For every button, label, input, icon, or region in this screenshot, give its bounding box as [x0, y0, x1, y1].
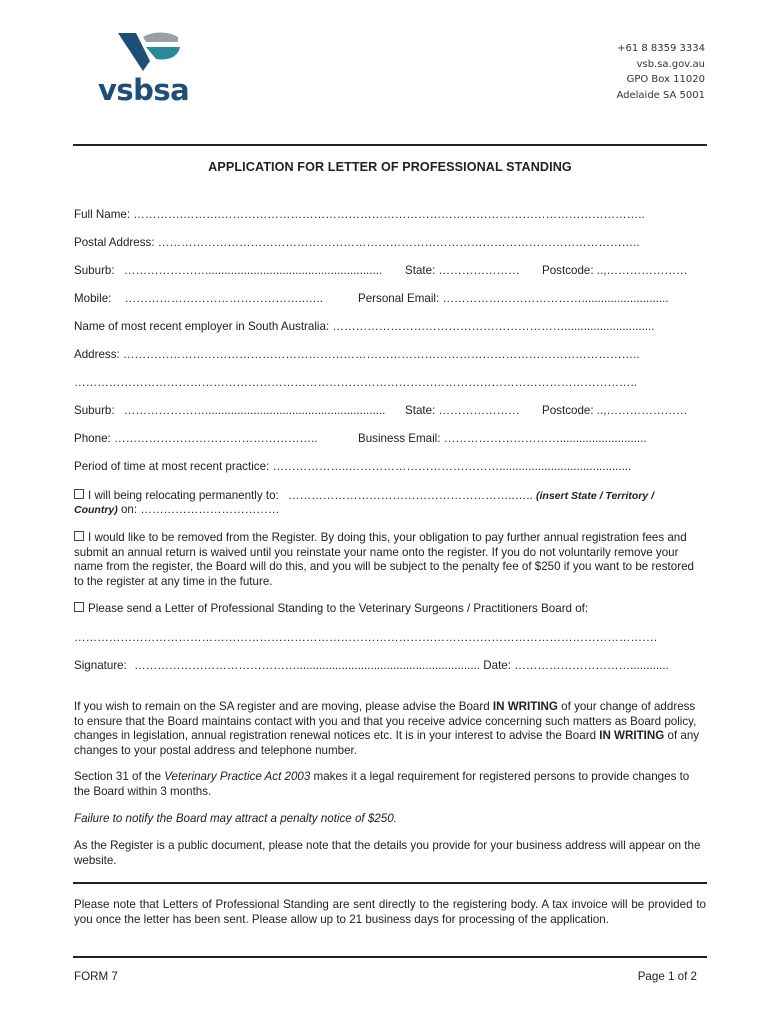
on-label: on: — [120, 503, 138, 516]
personal-email-field[interactable]: ………………………………........................... — [442, 292, 669, 305]
processing-note: Please note that Letters of Professional Standing are sent directly to the registering body. A tax invoice will be provided to you once the letter has been sent. Please allow up to 21 business days for processing of the application. — [74, 898, 706, 926]
signature-label: Signature: — [74, 659, 127, 672]
suburb2-field[interactable]: …………………........................................................ — [123, 404, 386, 417]
notice-emphasis-1: IN WRITING — [492, 700, 558, 713]
postcode-row — [542, 264, 688, 277]
state-field[interactable]: ………………… — [438, 264, 520, 277]
contact-phone: +61 8 8359 3334 — [617, 43, 705, 54]
employer-field[interactable]: ……………………………………………………............................ — [332, 320, 655, 333]
phone-label: Phone: — [74, 432, 111, 445]
full-name-label: Full Name: — [74, 208, 131, 221]
postcode2-label: Postcode: — [542, 404, 594, 417]
mobile-field[interactable]: ………………………………………..….. — [124, 292, 323, 305]
relocating-row-2 — [74, 503, 279, 516]
relocating-field[interactable]: …………………………………………………..….. — [288, 489, 533, 502]
mobile-label: Mobile: — [74, 292, 112, 305]
suburb-field[interactable]: …………………....................................................... — [123, 264, 383, 277]
suburb-label: Suburb: — [74, 264, 115, 277]
suburb-label-row — [74, 264, 382, 277]
phone-row — [74, 432, 318, 445]
postal-address-field[interactable]: …………………………………………………………………………………………………………….. — [157, 236, 640, 249]
bottom-divider — [73, 956, 707, 958]
section-text-b: makes it a legal requirement for registered persons to provide changes to the Board within 3 months. — [74, 770, 690, 798]
date-field[interactable]: …………………………............ — [514, 659, 669, 672]
notice-in-writing — [74, 700, 706, 758]
postcode2-field[interactable]: ..,………………… — [596, 404, 688, 417]
business-email-label: Business Email: — [358, 432, 441, 445]
penalty-note: Failure to notify the Board may attract a penalty notice of $250. — [74, 812, 397, 825]
business-email-field[interactable]: …………………………........................... — [443, 432, 647, 445]
relocating-checkbox[interactable] — [74, 489, 84, 499]
postal-address-row — [74, 236, 640, 249]
suburb2-label: Suburb: — [74, 404, 115, 417]
mobile-row — [74, 292, 323, 305]
notice-text-a: If you wish to remain on the SA register and are moving, please advise the Board — [74, 700, 493, 713]
signature-field[interactable]: ……………………………………......................................................... — [134, 659, 481, 672]
business-email-row — [358, 432, 647, 445]
relocating-row — [74, 489, 654, 502]
phone-field[interactable]: …………………………………………….. — [113, 432, 318, 445]
personal-email-label: Personal Email: — [358, 292, 440, 305]
date-label: Date: — [483, 659, 511, 672]
top-divider — [73, 144, 707, 146]
employer-label: Name of most recent employer in South Australia: — [74, 320, 330, 333]
remove-register-option — [74, 531, 706, 589]
page-title: APPLICATION FOR LETTER OF PROFESSIONAL STANDING — [208, 160, 572, 174]
remove-register-checkbox[interactable] — [74, 531, 84, 541]
employer-row — [74, 320, 655, 333]
public-register-note: As the Register is a public document, please note that the details you provide for your business address will appear on the website. — [74, 839, 701, 867]
send-letter-checkbox[interactable] — [74, 602, 84, 612]
full-name-field[interactable]: ………….……….……………………………………………………………………………………………….. — [133, 208, 645, 221]
country-hint: Country) — [74, 504, 118, 516]
period-label: Period of time at most recent practice: — [74, 460, 270, 473]
notice-text-c: of any changes to your postal address and telephone number. — [74, 729, 700, 757]
form-number: FORM 7 — [74, 970, 118, 983]
board-row — [74, 631, 657, 644]
signature-row — [74, 659, 669, 672]
period-row — [74, 460, 631, 473]
send-letter-row — [74, 602, 588, 615]
middle-divider — [73, 882, 707, 884]
section-text-a: Section 31 of the — [74, 770, 165, 783]
vsbsa-logo — [98, 31, 202, 105]
postal-address-label: Postal Address: — [74, 236, 155, 249]
contact-city: Adelaide SA 5001 — [616, 89, 705, 101]
postcode2-row — [542, 404, 688, 417]
notice-emphasis-2: IN WRITING — [599, 729, 665, 742]
relocating-label: I will being relocating permanently to: — [88, 489, 279, 502]
address-label: Address: — [74, 348, 120, 361]
send-letter-text: Please send a Letter of Professional Standing to the Veterinary Surgeons / Practitioners Board of: — [88, 602, 589, 615]
suburb2-row — [74, 404, 385, 417]
state2-field[interactable]: ………………… — [438, 404, 520, 417]
contact-block — [616, 41, 705, 103]
on-field[interactable]: ……………………………… — [140, 503, 280, 516]
page-number: Page 1 of 2 — [637, 970, 697, 983]
relocating-hint: (insert State / Territory / — [536, 490, 655, 502]
address-row-2 — [74, 376, 637, 389]
act-name: Veterinary Practice Act 2003 — [164, 770, 311, 783]
full-name-row — [74, 208, 645, 221]
state2-row — [405, 404, 520, 417]
address-row — [74, 348, 640, 361]
state2-label: State: — [405, 404, 436, 417]
contact-po-box: GPO Box 11020 — [626, 74, 705, 85]
personal-email-row — [358, 292, 669, 305]
remove-register-text: I would like to be removed from the Register. By doing this, your obligation to pay further annual registration fees and submit an annual return is waived until you reinstate your name onto the register. If you do not voluntarily remove your name from the register, the Board will do this, and you will be subject to the penalty fee of $250 if you want to be restored to the register at any time in the future. — [74, 531, 694, 588]
postcode-field[interactable]: ..,………………… — [596, 264, 688, 277]
logo-text: vsbsa — [98, 73, 190, 107]
notice-text-b: of your change of address to ensure that the Board maintains contact with you and that you receive advice concerning such matters as Board policy, changes in legislation, annual registration renewal notices etc. It is in your interest to advise the Board — [74, 700, 697, 742]
state-row — [405, 264, 520, 277]
contact-website: vsb.sa.gov.au — [636, 58, 705, 70]
address-field[interactable]: …………………………………………………………………………………………………………………….. — [123, 348, 640, 361]
period-field[interactable]: ………………..…………………………………......................................... — [272, 460, 632, 473]
section-31-note — [74, 770, 706, 799]
address-field-2[interactable]: ……………………………………………………………………………………………………………………………….. — [74, 376, 637, 389]
board-field[interactable]: ……………………………………………………………………………………………………………………………………. — [74, 631, 657, 644]
postcode-label: Postcode: — [542, 264, 594, 277]
state-label: State: — [405, 264, 436, 277]
